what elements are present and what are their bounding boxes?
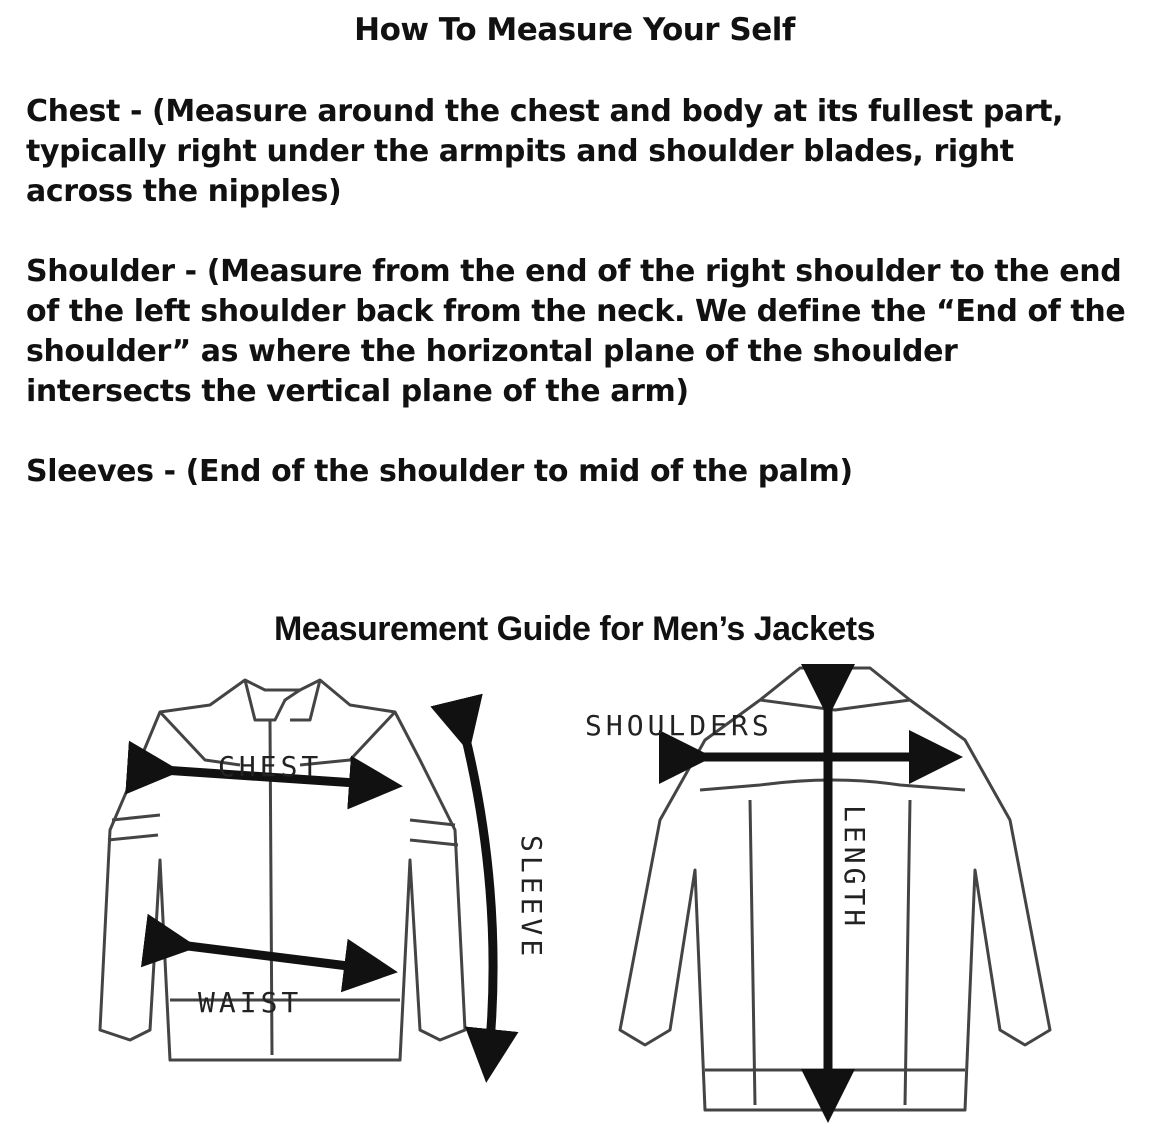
sleeve-arrow [465,735,493,1065]
shoulder-instruction: Shoulder - (Measure from the end of the right shoulder to the end of the left shoulder back from the neck. We define the “End of the shoulder” as where the horizontal plane of the shoulder intersects the vertical plane of the arm) [26,254,1126,409]
waist-arrow [180,945,380,970]
length-label: LENGTH [838,805,871,931]
chest-label: CHEST [218,750,323,783]
sleeves-instruction: Sleeves - (End of the shoulder to mid of the palm) [26,454,853,489]
page-title: How To Measure Your Self [354,12,795,48]
measurement-figure [0,655,1149,1133]
sleeve-label: SLEEVE [515,835,548,961]
chest-instruction: Chest - (Measure around the chest and body at its fullest part, typically right under the armpits and shoulder blades, right across the nipples) [26,94,1064,209]
waist-label: WAIST [198,986,303,1019]
guide-title: Measurement Guide for Men’s Jackets [273,610,875,648]
shoulders-label: SHOULDERS [585,709,773,742]
